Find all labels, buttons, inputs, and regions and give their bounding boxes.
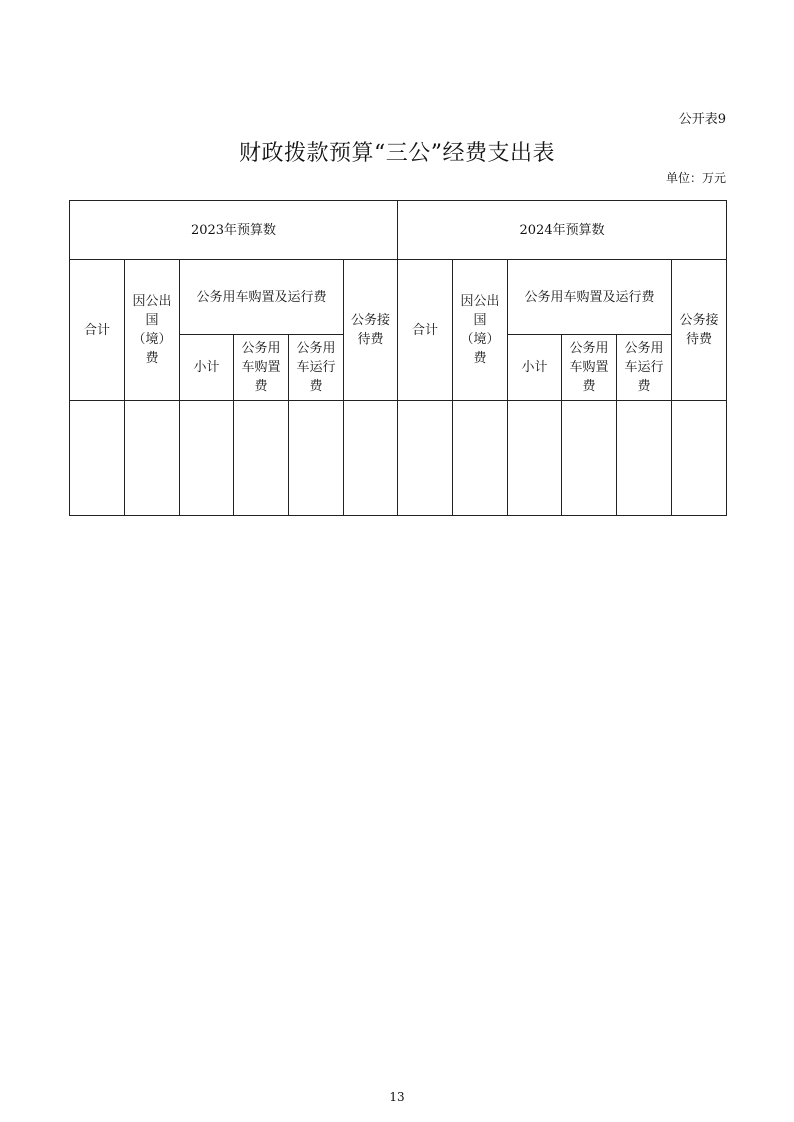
page-number: 13 bbox=[389, 1090, 405, 1104]
header-abroad-2023-text: 因公出国（境）费 bbox=[132, 294, 172, 366]
header-purchase-2023 bbox=[234, 335, 289, 401]
column-header-row bbox=[70, 260, 727, 335]
header-reception-2023 bbox=[344, 260, 398, 401]
header-operation-2024-text: 公务用车运行费 bbox=[624, 341, 664, 394]
header-total-2023: 合计 bbox=[70, 260, 125, 401]
table-row bbox=[70, 401, 727, 516]
group-header-2024: 2024年预算数 bbox=[398, 201, 727, 260]
table-cell bbox=[508, 401, 562, 516]
header-operation-2023 bbox=[289, 335, 344, 401]
header-abroad-2024-text: 因公出国（境）费 bbox=[460, 294, 500, 366]
header-vehicle-2024: 公务用车购置及运行费 bbox=[508, 260, 672, 335]
header-vehicle-2023: 公务用车购置及运行费 bbox=[180, 260, 344, 335]
table-cell bbox=[70, 401, 125, 516]
table-cell bbox=[125, 401, 180, 516]
table-cell bbox=[453, 401, 508, 516]
table-cell bbox=[344, 401, 398, 516]
table-cell bbox=[672, 401, 727, 516]
unit-label: 单位：万元 bbox=[666, 171, 727, 185]
budget-table bbox=[69, 200, 727, 516]
table-cell bbox=[562, 401, 617, 516]
group-header-2023: 2023年预算数 bbox=[70, 201, 398, 260]
header-reception-2023-text: 公务接待费 bbox=[351, 313, 391, 347]
table-cell bbox=[180, 401, 234, 516]
table-cell bbox=[289, 401, 344, 516]
page-title: 财政拨款预算“三公”经费支出表 bbox=[239, 141, 555, 166]
header-purchase-2024-text: 公务用车购置费 bbox=[569, 341, 609, 394]
header-operation-2023-text: 公务用车运行费 bbox=[296, 341, 336, 394]
header-subtotal-2023: 小计 bbox=[180, 335, 234, 401]
table-cell bbox=[234, 401, 289, 516]
header-total-2024: 合计 bbox=[398, 260, 453, 401]
group-header-row bbox=[70, 201, 727, 260]
header-subtotal-2024: 小计 bbox=[508, 335, 562, 401]
table-tag: 公开表9 bbox=[678, 112, 726, 127]
table-cell bbox=[398, 401, 453, 516]
header-operation-2024 bbox=[617, 335, 672, 401]
header-reception-2024-text: 公务接待费 bbox=[679, 313, 719, 347]
table-cell bbox=[617, 401, 672, 516]
header-reception-2024 bbox=[672, 260, 727, 401]
header-abroad-2023 bbox=[125, 260, 180, 401]
header-purchase-2024 bbox=[562, 335, 617, 401]
header-purchase-2023-text: 公务用车购置费 bbox=[241, 341, 281, 394]
header-abroad-2024 bbox=[453, 260, 508, 401]
